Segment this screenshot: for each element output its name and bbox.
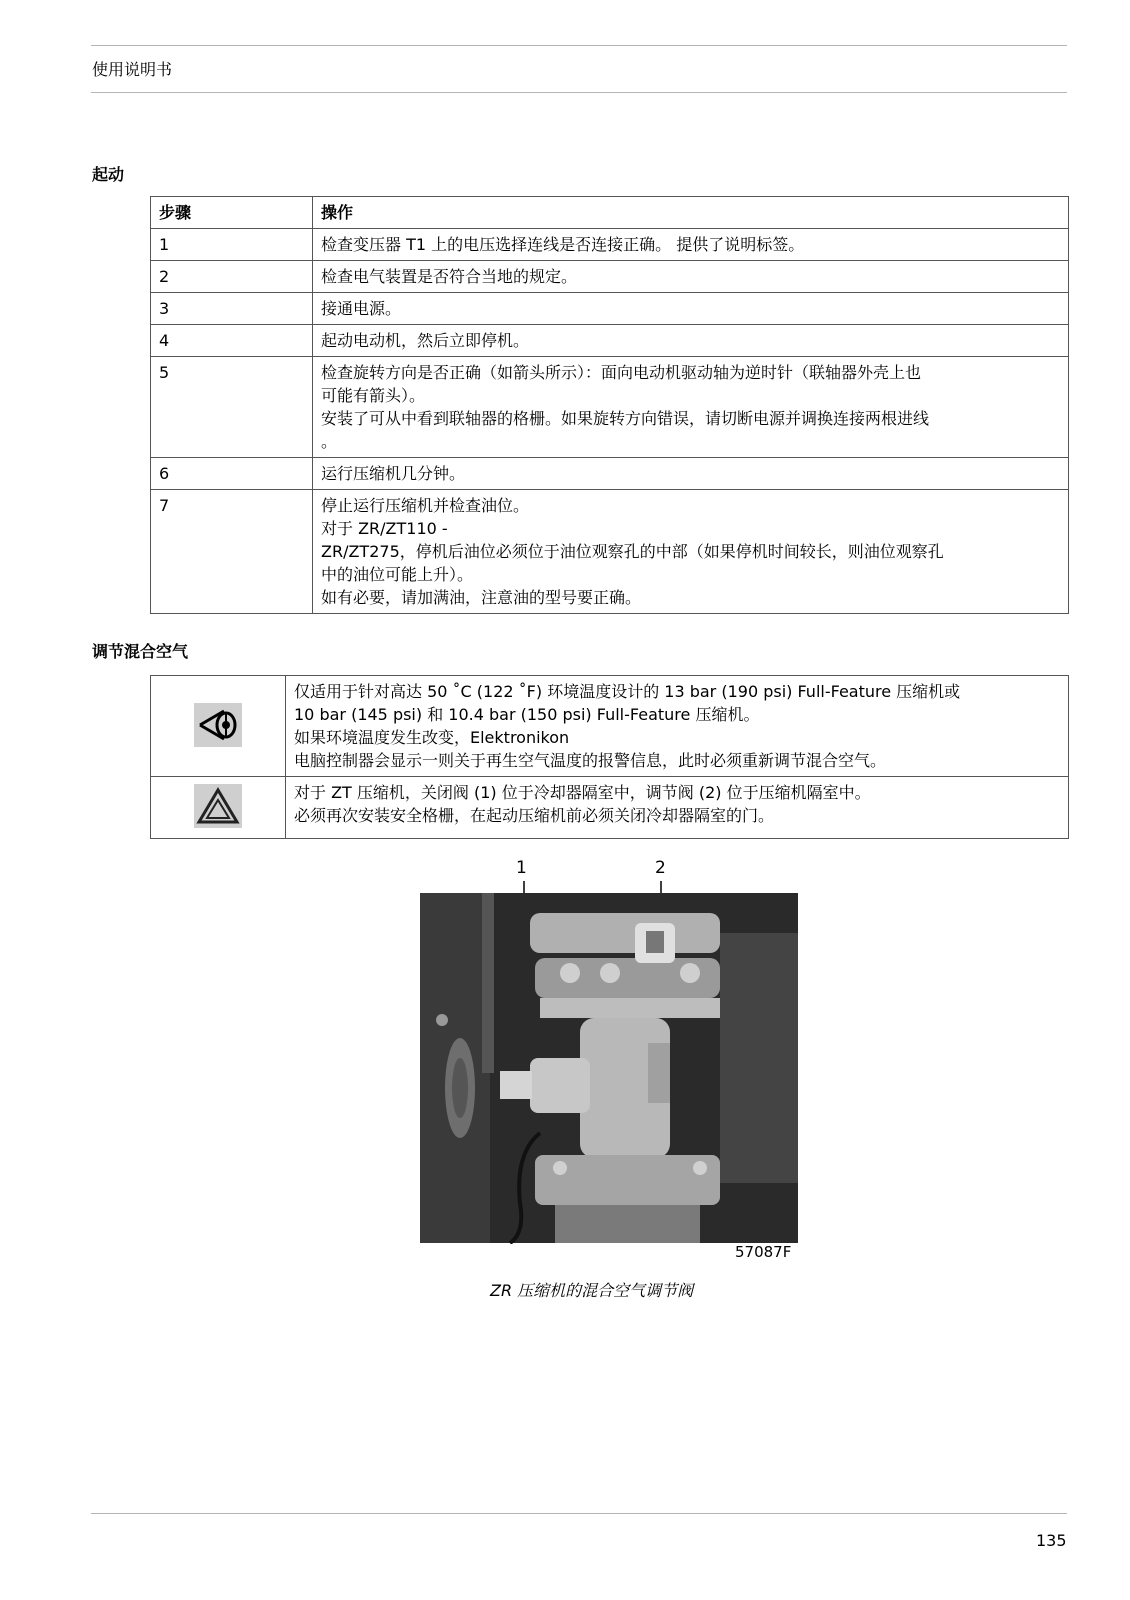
step-action xyxy=(313,458,1069,490)
header-title: 使用说明书 xyxy=(92,60,173,79)
step-action xyxy=(313,229,1069,261)
step-action xyxy=(313,293,1069,325)
note-line: 10 bar (145 psi) 和 10.4 bar (150 psi) Full-Feature 压缩机。 xyxy=(294,705,760,724)
section-title-startup: 起动 xyxy=(92,165,125,184)
eye-icon xyxy=(194,703,242,747)
step-action-line: 停止运行压缩机并检查油位。 xyxy=(321,496,530,515)
step-number: 6 xyxy=(151,458,313,490)
table-row xyxy=(151,325,1069,357)
valve-photo xyxy=(420,859,800,1244)
note-icon-cell xyxy=(151,676,286,777)
column-header-step: 步骤 xyxy=(151,197,313,229)
note-line: 电脑控制器会显示一则关于再生空气温度的报警信息，此时必须重新调节混合空气。 xyxy=(294,751,887,770)
step-number: 1 xyxy=(151,229,313,261)
startup-steps-table xyxy=(150,196,1069,614)
callout-number-1: 1 xyxy=(516,858,527,878)
figure-caption: ZR 压缩机的混合空气调节阀 xyxy=(490,1281,694,1300)
note-line: 对于 ZT 压缩机，关闭阀 (1) 位于冷却器隔室中，调节阀 (2) 位于压缩机隔室中。 xyxy=(294,783,871,802)
note-line: 如果环境温度发生改变，Elektronikon xyxy=(294,728,570,747)
step-action-line: 运行压缩机几分钟。 xyxy=(321,464,466,483)
step-number: 5 xyxy=(151,357,313,458)
table-row xyxy=(151,229,1069,261)
step-action xyxy=(313,261,1069,293)
footer-rule xyxy=(91,1513,1067,1514)
step-action-line: 安装了可从中看到联轴器的格栅。如果旋转方向错误，请切断电源并调换连接两根进线 xyxy=(321,409,930,428)
step-action xyxy=(313,325,1069,357)
step-action-line: 检查旋转方向是否正确（如箭头所示）：面向电动机驱动轴为逆时针（联轴器外壳上也 xyxy=(321,363,922,382)
step-number: 2 xyxy=(151,261,313,293)
note-text xyxy=(286,676,1069,777)
step-action-line: ZR/ZT275，停机后油位必须位于油位观察孔的中部（如果停机时间较长，则油位观察孔 xyxy=(321,542,944,561)
step-action xyxy=(313,490,1069,614)
table-row xyxy=(151,357,1069,458)
table-row xyxy=(151,458,1069,490)
section-title-mixing-air: 调节混合空气 xyxy=(92,642,189,661)
column-header-action: 操作 xyxy=(313,197,1069,229)
header-bottom-rule xyxy=(91,92,1067,93)
step-action-line: 起动电动机，然后立即停机。 xyxy=(321,331,530,350)
step-action xyxy=(313,357,1069,458)
header-top-rule xyxy=(91,45,1067,46)
table-row xyxy=(151,293,1069,325)
table-row xyxy=(151,261,1069,293)
step-action-line: 检查变压器 T1 上的电压选择连线是否连接正确。 提供了说明标签。 xyxy=(321,235,805,254)
table-header-row xyxy=(151,197,1069,229)
step-number: 7 xyxy=(151,490,313,614)
callout-number-2: 2 xyxy=(655,858,666,878)
table-row xyxy=(151,490,1069,614)
step-action-line: 对于 ZR/ZT110 - xyxy=(321,519,448,538)
note-row xyxy=(151,676,1069,777)
note-line: 仅适用于针对高达 50 ˚C (122 ˚F) 环境温度设计的 13 bar (190 psi) Full-Feature 压缩机或 xyxy=(294,682,961,701)
page-number: 135 xyxy=(1036,1531,1067,1550)
note-row xyxy=(151,777,1069,839)
step-action-line: 。 xyxy=(321,432,338,451)
note-line: 必须再次安装安全格栅，在起动压缩机前必须关闭冷却器隔室的门。 xyxy=(294,806,775,825)
step-number: 4 xyxy=(151,325,313,357)
step-action-line: 可能有箭头）。 xyxy=(321,386,426,405)
step-action-line: 中的油位可能上升）。 xyxy=(321,565,474,584)
step-action-line: 如有必要，请加满油，注意油的型号要正确。 xyxy=(321,588,642,607)
step-number: 3 xyxy=(151,293,313,325)
photo-code: 57087F xyxy=(735,1243,792,1261)
step-action-line: 检查电气装置是否符合当地的规定。 xyxy=(321,267,578,286)
note-icon-cell xyxy=(151,777,286,839)
warning-triangle-icon xyxy=(194,784,242,828)
mixing-air-notes-table xyxy=(150,675,1069,839)
note-text xyxy=(286,777,1069,839)
step-action-line: 接通电源。 xyxy=(321,299,402,318)
